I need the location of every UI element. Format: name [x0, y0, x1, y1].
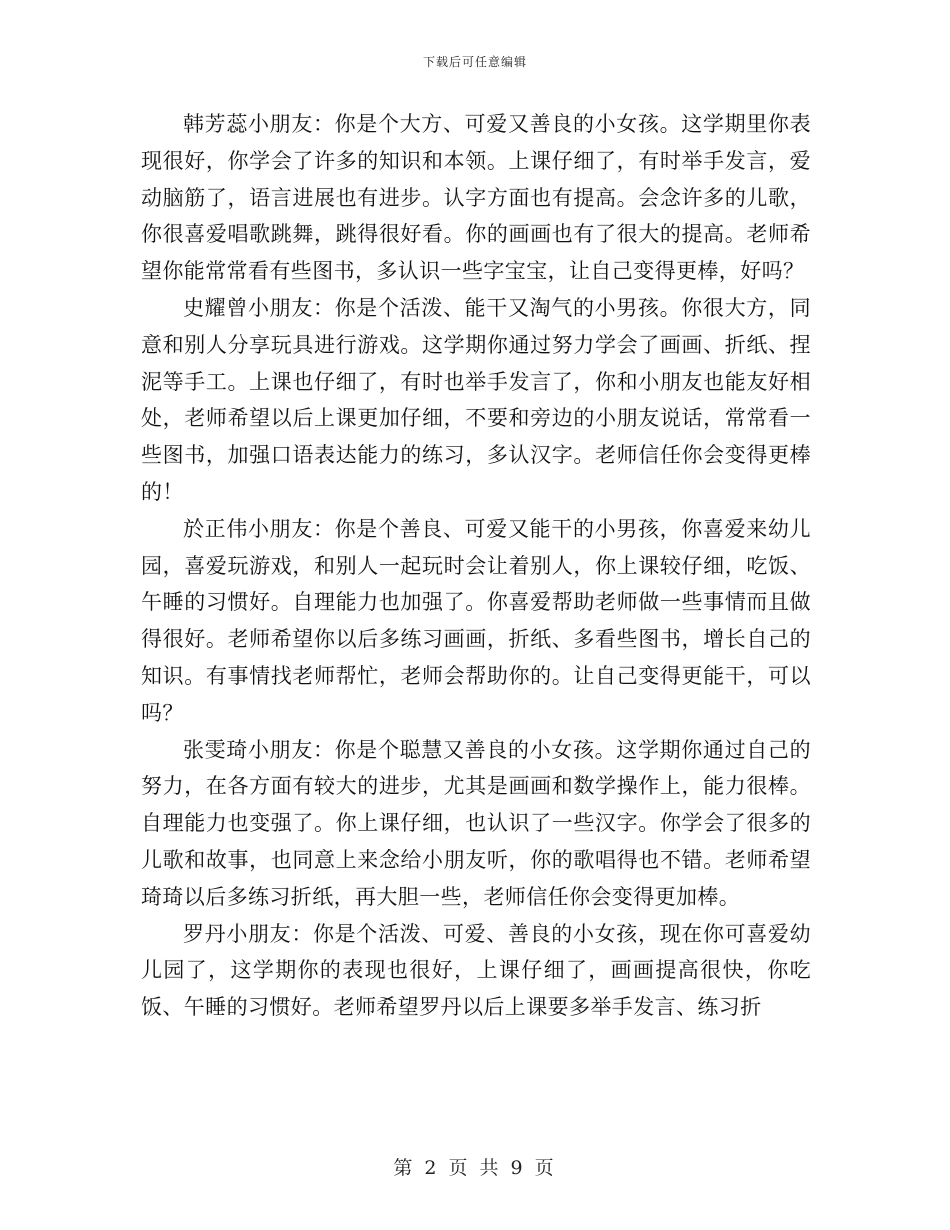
comment-paragraph-shi-yaozeng: 史耀曾小朋友：你是个活泼、能干又淘气的小男孩。你很大方，同意和别人分享玩具进行游戏。这学期你通过努力学会了画画、折纸、捏泥等手工。上课也仔细了，有时也举手发言了，你和小朋友也能友好相处，老师希望以后上课更加仔细，不要和旁边的小朋友说话，常常看一些图书，加强口语表达能力的练习，多认汉字。老师信任你会变得更棒的！ [141, 295, 811, 504]
comment-paragraph-yu-zhengwei: 於正伟小朋友：你是个善良、可爱又能干的小男孩，你喜爱来幼儿园，喜爱玩游戏，和别人一起玩时会让着别人，你上课较仔细，吃饭、午睡的习惯好。自理能力也加强了。你喜爱帮助老师做一些事情而且做得很好。老师希望你以后多练习画画，折纸、多看些图书，增长自己的知识。有事情找老师帮忙，老师会帮助你的。让自己变得更能干，可以吗？ [141, 516, 811, 725]
comment-paragraph-zhang-wenqi: 张雯琦小朋友：你是个聪慧又善良的小女孩。这学期你通过自己的努力，在各方面有较大的进步，尤其是画画和数学操作上，能力很棒。自理能力也变强了。你上课仔细，也认识了一些汉字。你学会了很多的儿歌和故事，也同意上来念给小朋友听，你的歌唱得也不错。老师希望琦琦以后多练习折纸，再大胆一些，老师信任你会变得更加棒。 [141, 737, 811, 909]
page-footer: 第 2 页 共 9 页 [393, 1157, 557, 1179]
page-header: 下载后可任意编辑 [422, 55, 527, 69]
comment-paragraph-han-fangrui: 韩芳蕊小朋友：你是个大方、可爱又善良的小女孩。这学期里你表现很好，你学会了许多的知识和本领。上课仔细了，有时举手发言，爱动脑筋了，语言进展也有进步。认字方面也有提高。会念许多的儿歌，你很喜爱唱歌跳舞，跳得很好看。你的画画也有了很大的提高。老师希望你能常常看有些图书，多认识一些字宝宝，让自己变得更棒，好吗？ [141, 112, 811, 284]
comment-paragraph-luo-dan: 罗丹小朋友：你是个活泼、可爱、善良的小女孩，现在你可喜爱幼儿园了，这学期你的表现也很好，上课仔细了，画画提高很快，你吃饭、午睡的习惯好。老师希望罗丹以后上课要多举手发言、练习折 [141, 921, 811, 1020]
document-body [141, 106, 811, 1026]
